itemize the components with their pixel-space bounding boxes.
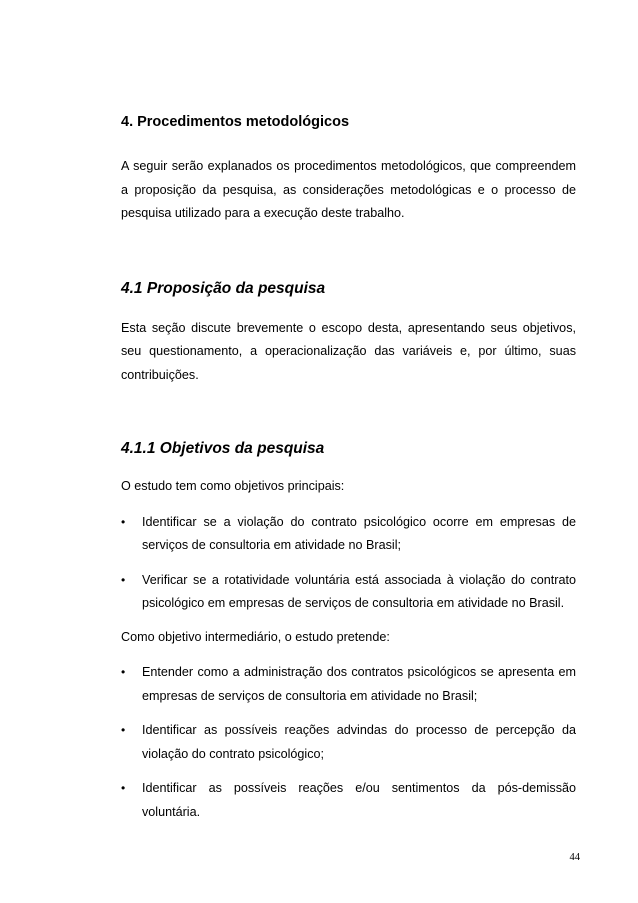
list-item [121, 569, 576, 616]
list-item [121, 719, 576, 766]
intermediate-objectives-list [121, 661, 576, 824]
list-item-text: Identificar as possíveis reações advindas do processo de percepção da violação do contrato psicológico; [142, 723, 576, 761]
page-number: 44 [569, 852, 580, 863]
bullet-icon: • [121, 514, 126, 529]
list-item-text: Entender como a administração dos contratos psicológicos se apresenta em empresas de serviços de consultoria em atividade no Brasil; [142, 665, 576, 703]
list-item [121, 511, 576, 558]
section-intro-paragraph: A seguir serão explanados os procedimentos metodológicos, que compreendem a proposição da pesquisa, as considerações metodológicas e o processo de pesquisa utilizado para a execução deste trabalho. [121, 159, 576, 220]
list-item-text: Identificar se a violação do contrato psicológico ocorre em empresas de serviços de consultoria em atividade no Brasil; [142, 514, 576, 552]
bullet-icon: • [121, 723, 126, 737]
subsubsection-heading: 4.1.1 Objetivos da pesquisa [121, 440, 325, 457]
bullet-icon: • [121, 665, 126, 679]
list-item [121, 777, 576, 824]
main-objectives-intro: O estudo tem como objetivos principais: [121, 479, 345, 493]
list-item-text: Identificar as possíveis reações e/ou sentimentos da pós-demissão voluntária. [142, 781, 576, 819]
list-item [121, 661, 576, 708]
list-item-text: Verificar se a rotatividade voluntária está associada à violação do contrato psicológico em empresas de serviços de consultoria em atividade no Brasil. [142, 572, 576, 610]
subsection-heading: 4.1 Proposição da pesquisa [121, 279, 326, 297]
bullet-icon: • [121, 781, 126, 795]
main-objectives-list [121, 511, 576, 616]
section-heading: 4. Procedimentos metodológicos [121, 114, 350, 130]
intermediate-objectives-intro: Como objetivo intermediário, o estudo pretende: [121, 629, 390, 644]
subsection-paragraph: Esta seção discute brevemente o escopo desta, apresentando seus objetivos, seu questionamento, a operacionalização das variáveis e, por último, suas contribuições. [121, 320, 576, 382]
page-content [121, 112, 576, 824]
bullet-icon: • [121, 572, 126, 587]
